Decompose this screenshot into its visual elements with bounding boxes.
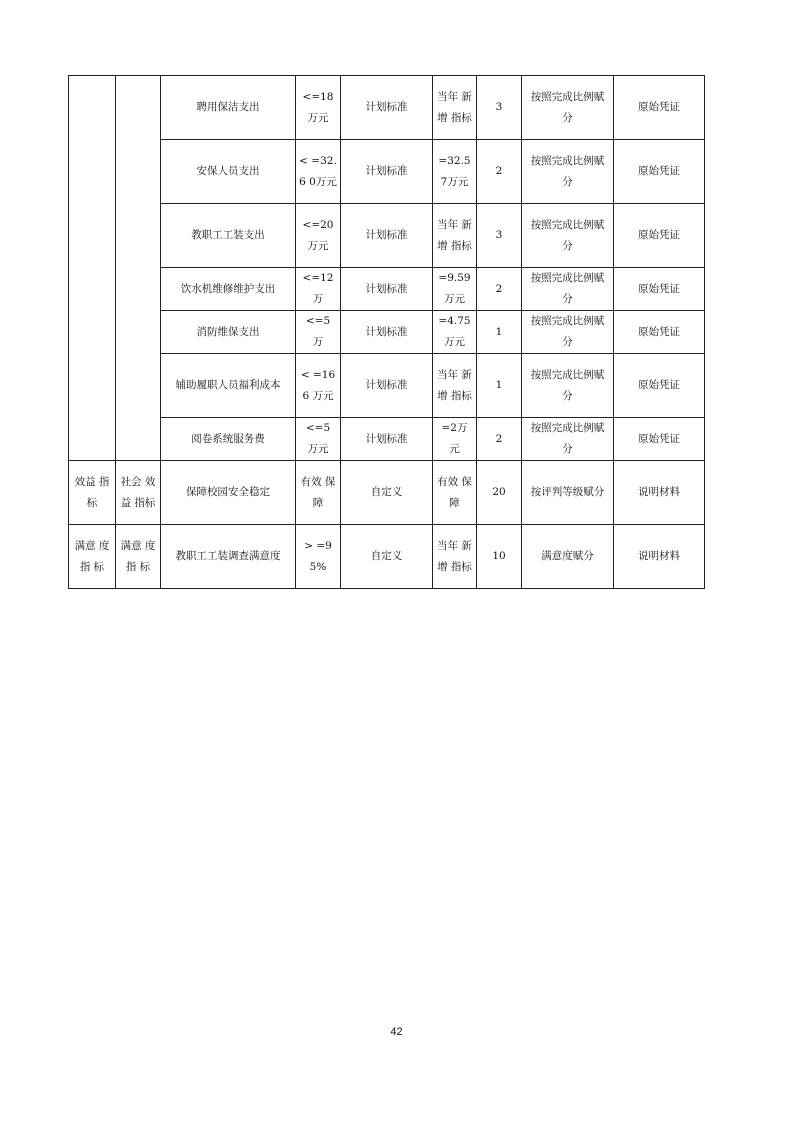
indicator-target: 当年 新增 指标: [433, 354, 477, 418]
indicator-name: 教职工工装支出: [161, 204, 296, 268]
indicator-evidence: 原始凭证: [614, 418, 705, 461]
indicator-score: 20: [477, 461, 522, 525]
indicator-evidence: 说明材料: [614, 461, 705, 525]
indicator-evidence: 原始凭证: [614, 354, 705, 418]
indicator-score: 10: [477, 525, 522, 589]
table-row: [69, 311, 705, 354]
table-row: [69, 418, 705, 461]
indicator-score: 3: [477, 76, 522, 140]
indicator-name: 阅卷系统服务费: [161, 418, 296, 461]
indicator-standard: 计划标准: [341, 354, 433, 418]
table-row: [69, 354, 705, 418]
indicator-target: 当年 新增 指标: [433, 525, 477, 589]
indicator-method: 按照完成比例赋 分: [522, 140, 614, 204]
indicator-standard: 自定义: [341, 525, 433, 589]
indicator-evidence: 原始凭证: [614, 311, 705, 354]
indicator-standard: 计划标准: [341, 204, 433, 268]
level1-indicator: 满意 度指 标: [69, 525, 116, 589]
performance-indicator-table: [68, 75, 705, 589]
indicator-score: 2: [477, 140, 522, 204]
indicator-standard: 计划标准: [341, 311, 433, 354]
table-row: [69, 140, 705, 204]
indicator-value: <=12 万: [296, 268, 341, 311]
indicator-evidence: 原始凭证: [614, 204, 705, 268]
indicator-target: 有效 保障: [433, 461, 477, 525]
indicator-name: 教职工工装调查满意度: [161, 525, 296, 589]
indicator-value: <=18 万元: [296, 76, 341, 140]
indicator-target: =9.59 万元: [433, 268, 477, 311]
indicator-name: 消防维保支出: [161, 311, 296, 354]
indicator-target: 当年 新增 指标: [433, 76, 477, 140]
indicator-value: 有效 保障: [296, 461, 341, 525]
indicator-target: =32.5 7万元: [433, 140, 477, 204]
indicator-standard: 计划标准: [341, 418, 433, 461]
indicator-name: 饮水机维修维护支出: [161, 268, 296, 311]
indicator-score: 3: [477, 204, 522, 268]
indicator-value: <=5 万元: [296, 418, 341, 461]
indicator-score: 1: [477, 354, 522, 418]
indicator-target: 当年 新增 指标: [433, 204, 477, 268]
indicator-method: 按照完成比例赋 分: [522, 354, 614, 418]
indicator-standard: 计划标准: [341, 268, 433, 311]
indicator-method: 按照完成比例赋 分: [522, 204, 614, 268]
indicator-score: 2: [477, 268, 522, 311]
level1-indicator: 效益 指标: [69, 461, 116, 525]
indicator-target: =4.75 万元: [433, 311, 477, 354]
indicator-name: 聘用保洁支出: [161, 76, 296, 140]
indicator-score: 2: [477, 418, 522, 461]
level2-cell-empty: [116, 76, 161, 461]
indicator-target: =2万 元: [433, 418, 477, 461]
indicator-method: 按照完成比例赋 分: [522, 76, 614, 140]
indicator-name: 辅助履职人员福利成本: [161, 354, 296, 418]
indicator-method: 按照完成比例赋 分: [522, 311, 614, 354]
indicator-standard: 计划标准: [341, 140, 433, 204]
indicator-evidence: 原始凭证: [614, 76, 705, 140]
level2-indicator: 社会 效益 指标: [116, 461, 161, 525]
indicator-value: > =95%: [296, 525, 341, 589]
table-row-satisfaction: [69, 525, 705, 589]
table-row: [69, 268, 705, 311]
indicator-evidence: 说明材料: [614, 525, 705, 589]
indicator-standard: 计划标准: [341, 76, 433, 140]
indicator-value: <=5 万: [296, 311, 341, 354]
indicator-method: 按评判等级赋分: [522, 461, 614, 525]
indicator-value: < =32.6 0万元: [296, 140, 341, 204]
indicator-score: 1: [477, 311, 522, 354]
indicator-evidence: 原始凭证: [614, 268, 705, 311]
table-row: [69, 204, 705, 268]
indicator-value: < =166 万元: [296, 354, 341, 418]
indicator-method: 按照完成比例赋 分: [522, 268, 614, 311]
level1-cell-empty: [69, 76, 116, 461]
indicator-value: <=20 万元: [296, 204, 341, 268]
level2-indicator: 满意 度指 标: [116, 525, 161, 589]
page-number: 42: [390, 1026, 403, 1038]
indicator-evidence: 原始凭证: [614, 140, 705, 204]
indicator-name: 安保人员支出: [161, 140, 296, 204]
indicator-method: 满意度赋分: [522, 525, 614, 589]
table-row-benefit: [69, 461, 705, 525]
indicator-method: 按照完成比例赋 分: [522, 418, 614, 461]
indicator-name: 保障校园安全稳定: [161, 461, 296, 525]
indicator-standard: 自定义: [341, 461, 433, 525]
table-row: [69, 76, 705, 140]
